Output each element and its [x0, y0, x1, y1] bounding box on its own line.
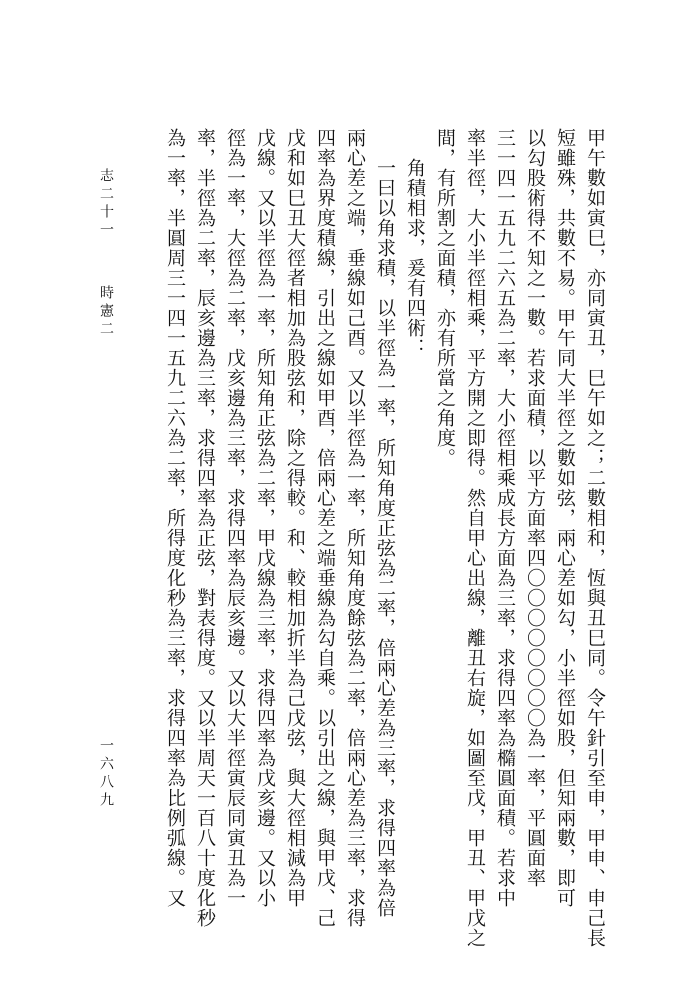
text-column-9: 兩心差之端，垂線如己酉。又以半徑為一率，所知角度餘弦為二率，倍兩心差為三率，求得: [344, 128, 366, 928]
text-column-3: 以勾股術得不知之一數。若求面積，以平方面率四〇〇〇〇〇〇〇〇為一率，平圓面率: [524, 128, 546, 888]
text-column-7: 角積相求，爰有四術：: [404, 158, 426, 358]
footer-section: 時憲二: [98, 285, 114, 339]
text-column-8: 一曰以角求積，以半徑為一率，所知角度正弦為二率，倍兩心差為三率，求得四率為倍: [374, 158, 396, 918]
footer-chapter: 志二十一: [98, 168, 114, 240]
text-column-10: 四率為界度積線，引出之線如甲酉，倍兩心差之端垂線為勾自乘。以引出之線，與甲戊、己: [314, 128, 336, 928]
text-column-6: 間，有所割之面積，亦有所當之角度。: [434, 128, 456, 468]
text-column-14: 率，半徑為二率，辰亥邊為三率，求得四率為正弦，對表得度。又以半周天一百八十度化秒: [194, 128, 216, 928]
footer-page-number: 一六八九: [98, 738, 114, 810]
text-column-15: 為一率，半圓周三一四一五九二六為二率，所得度化秒為三率，求得四率為比例弧線。又: [164, 128, 186, 908]
text-column-5: 率半徑，大小半徑相乘，平方開之即得。然自甲心出線，離丑右旋，如圖至戊，甲丑、甲戊之: [464, 128, 486, 948]
text-column-1: 甲午數如寅巳，亦同寅丑，巳午如之；二數相和，恆與丑巳同。令午針引至申，甲申、申己長: [584, 128, 606, 948]
text-column-2: 短雖殊，共數不易。甲午同大半徑之數如弦，兩心差如勾，小半徑如股，但知兩數，即可: [554, 128, 576, 908]
text-column-11: 戊和如巳丑大徑者相加為股弦和，除之得較。和、較相加折半為己戊弦，與大徑相減為甲: [284, 128, 306, 908]
text-column-4: 三一四一五九二六五為二率，大小徑相乘成長方面為三率，求得四率為橢圓面積。若求中: [494, 128, 516, 908]
text-column-13: 徑為一率，大徑為二率，戊亥邊為三率，求得四率為辰亥邊。又以大半徑寅辰同寅丑為一: [224, 128, 246, 908]
text-column-12: 戊線。又以半徑為一率，所知角正弦為二率，甲戊線為三率，求得四率為戊亥邊。又以小: [254, 128, 276, 908]
